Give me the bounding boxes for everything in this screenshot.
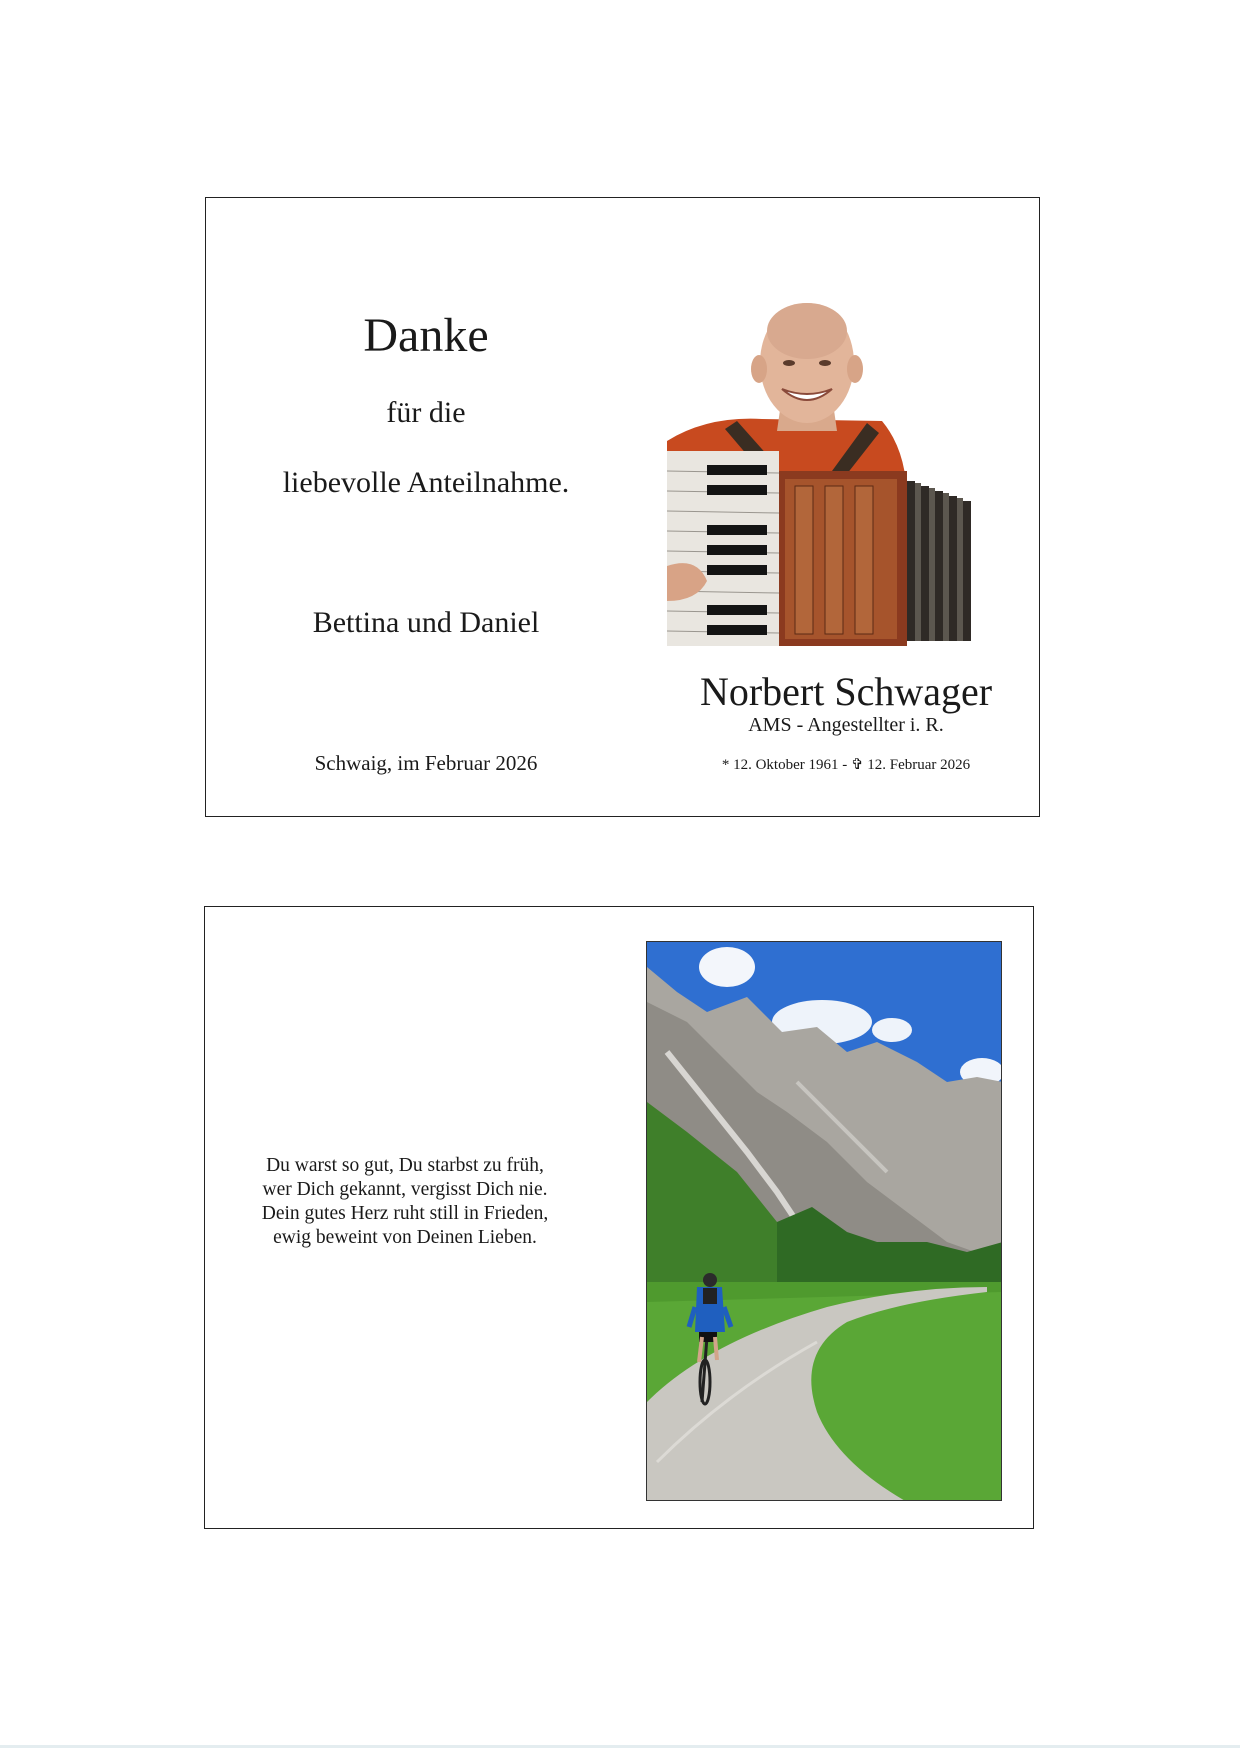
- thank-you-card-back: [204, 906, 1034, 1529]
- verse-line: wer Dich gekannt, vergisst Dich nie.: [262, 1179, 548, 1200]
- life-dates: * 12. Oktober 1961 - ✞ 12. Februar 2026: [721, 757, 971, 773]
- place-date: Schwaig, im Februar 2026: [314, 751, 538, 775]
- portrait-photo: [667, 301, 977, 646]
- verse-line: Du warst so gut, Du starbst zu früh,: [266, 1155, 544, 1176]
- memorial-verse: [205, 1154, 605, 1250]
- verse-line: Dein gutes Herz ruht still in Frieden,: [261, 1203, 549, 1224]
- heading-danke: Danke: [363, 309, 489, 362]
- thank-you-card-front: [205, 197, 1040, 817]
- verse-line: ewig beweint von Deinen Lieben.: [273, 1227, 537, 1248]
- landscape-photo: [646, 941, 1002, 1501]
- signatories: Bettina und Daniel: [312, 606, 540, 639]
- thanks-line-2: liebevolle Anteilnahme.: [282, 466, 570, 499]
- scan-edge-line: [0, 1745, 1240, 1748]
- deceased-role: AMS - Angestellter i. R.: [748, 714, 944, 736]
- deceased-name: Norbert Schwager: [699, 669, 993, 714]
- thanks-line-1: für die: [386, 396, 466, 429]
